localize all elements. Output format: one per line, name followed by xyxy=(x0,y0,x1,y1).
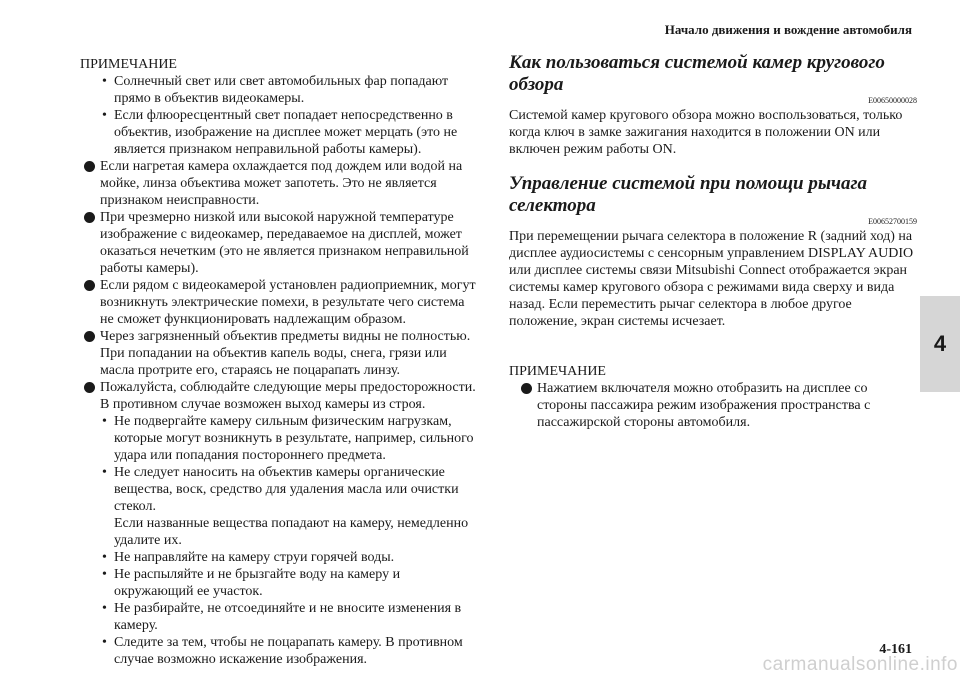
note-bullet: • Солнечный свет или свет автомобильных фар попадают прямо в объектив видеокамеры. xyxy=(100,73,480,107)
section-code: E00652700159 xyxy=(868,217,917,226)
section-title: Управление системой при помощи рычага селектора xyxy=(509,173,868,216)
bullet-dot-icon xyxy=(84,280,95,291)
precaution-text: • Не следует наносить на объектив камеры органические вещества, воск, средство для удаления масла или очистки стекол. xyxy=(114,465,459,514)
precaution-extra: Если названные вещества попадают на камеру, немедленно удалите их. xyxy=(114,516,469,548)
watermark: carmanualsonline.info xyxy=(762,654,958,675)
note-item xyxy=(80,209,480,277)
bullet-dot-icon xyxy=(84,161,95,172)
precaution-item: • Не подвергайте камеру сильным физическим нагрузкам, которые могут возникнуть в результате, например, сильного удара или попадания постороннего предмета. xyxy=(100,413,480,464)
page-number: 4-161 xyxy=(879,642,912,657)
note-item xyxy=(80,328,480,379)
note-heading: ПРИМЕЧАНИЕ xyxy=(509,364,606,379)
note-bullet: • Если флюоресцентный свет попадает непосредственно в объектив, изображение на дисплее может мерцать (это не является признаком неправильной работы камеры). xyxy=(100,107,480,158)
section-body: Системой камер кругового обзора можно воспользоваться, только когда ключ в замке зажигания находится в положении ON или включен режим работы ON. xyxy=(509,108,903,157)
right-note xyxy=(509,363,917,431)
note-item xyxy=(80,158,480,209)
note-item-text: Если нагретая камера охлаждается под дождем или водой на мойке, линза объектива может запотеть. Это не является признаком неисправности. xyxy=(100,159,463,208)
note-item xyxy=(80,379,480,668)
precaution-item: • Не направляйте на камеру струи горячей воды. xyxy=(100,549,480,566)
section-body: При перемещении рычага селектора в положение R (задний ход) на дисплее аудиосистемы с сенсорным управлением DISPLAY AUDIO или дисплее системы связи Mitsubishi Connect отображается экран системы камер кругового обзора с режимами вида сверху и вида назад. Если переместить рычаг селектора в любое другое положение, экран системы исчезает. xyxy=(509,229,914,329)
note-item-text: Через загрязненный объектив предметы видны не полностью. При попадании на объектив капель воды, снега, грязи или масла протрите его, стараясь не поцарапать линзу. xyxy=(100,329,471,378)
running-header: Начало движения и вождение автомобиля xyxy=(664,22,912,37)
note-item-text: Нажатием включателя можно отобразить на дисплее со стороны пассажира режим изображения пространства с пассажирской стороны автомобиля. xyxy=(537,381,871,430)
bullet-dot-icon xyxy=(84,212,95,223)
left-column xyxy=(80,56,480,668)
precaution-item: • Следите за тем, чтобы не поцарапать камеру. В противном случае возможно искажение изображения. xyxy=(100,634,480,668)
note-item-text: Если рядом с видеокамерой установлен радиоприемник, могут возникнуть электрические помехи, в результате чего система не сможет функционировать надлежащим образом. xyxy=(100,278,476,327)
chapter-tab: 4 xyxy=(920,296,960,392)
note-item-text: Пожалуйста, соблюдайте следующие меры предосторожности. В противном случае возможен выход камеры из строя. xyxy=(100,380,476,412)
precaution-item xyxy=(100,464,480,549)
section-code: E00650000028 xyxy=(868,96,917,105)
bullet-dot-icon xyxy=(521,383,532,394)
note-item xyxy=(80,277,480,328)
bullet-dot-icon xyxy=(84,382,95,393)
precaution-list xyxy=(100,413,480,668)
note-bullets xyxy=(80,73,480,158)
precaution-item: • Не распыляйте и не брызгайте воду на камеру и окружающий ее участок. xyxy=(100,566,480,600)
note-item-text: При чрезмерно низкой или высокой наружной температуре изображение с видеокамер, передаваемое на дисплей, может оказаться нечетким (это не является признаком неправильной работы камеры). xyxy=(100,210,469,276)
right-column xyxy=(509,52,917,431)
bullet-dot-icon xyxy=(84,331,95,342)
note-item xyxy=(509,380,917,431)
precaution-item: • Не разбирайте, не отсоединяйте и не вносите изменения в камеру. xyxy=(100,600,480,634)
note-heading: ПРИМЕЧАНИЕ xyxy=(80,57,177,72)
section-title: Как пользоваться системой камер кругового обзора xyxy=(509,52,885,95)
